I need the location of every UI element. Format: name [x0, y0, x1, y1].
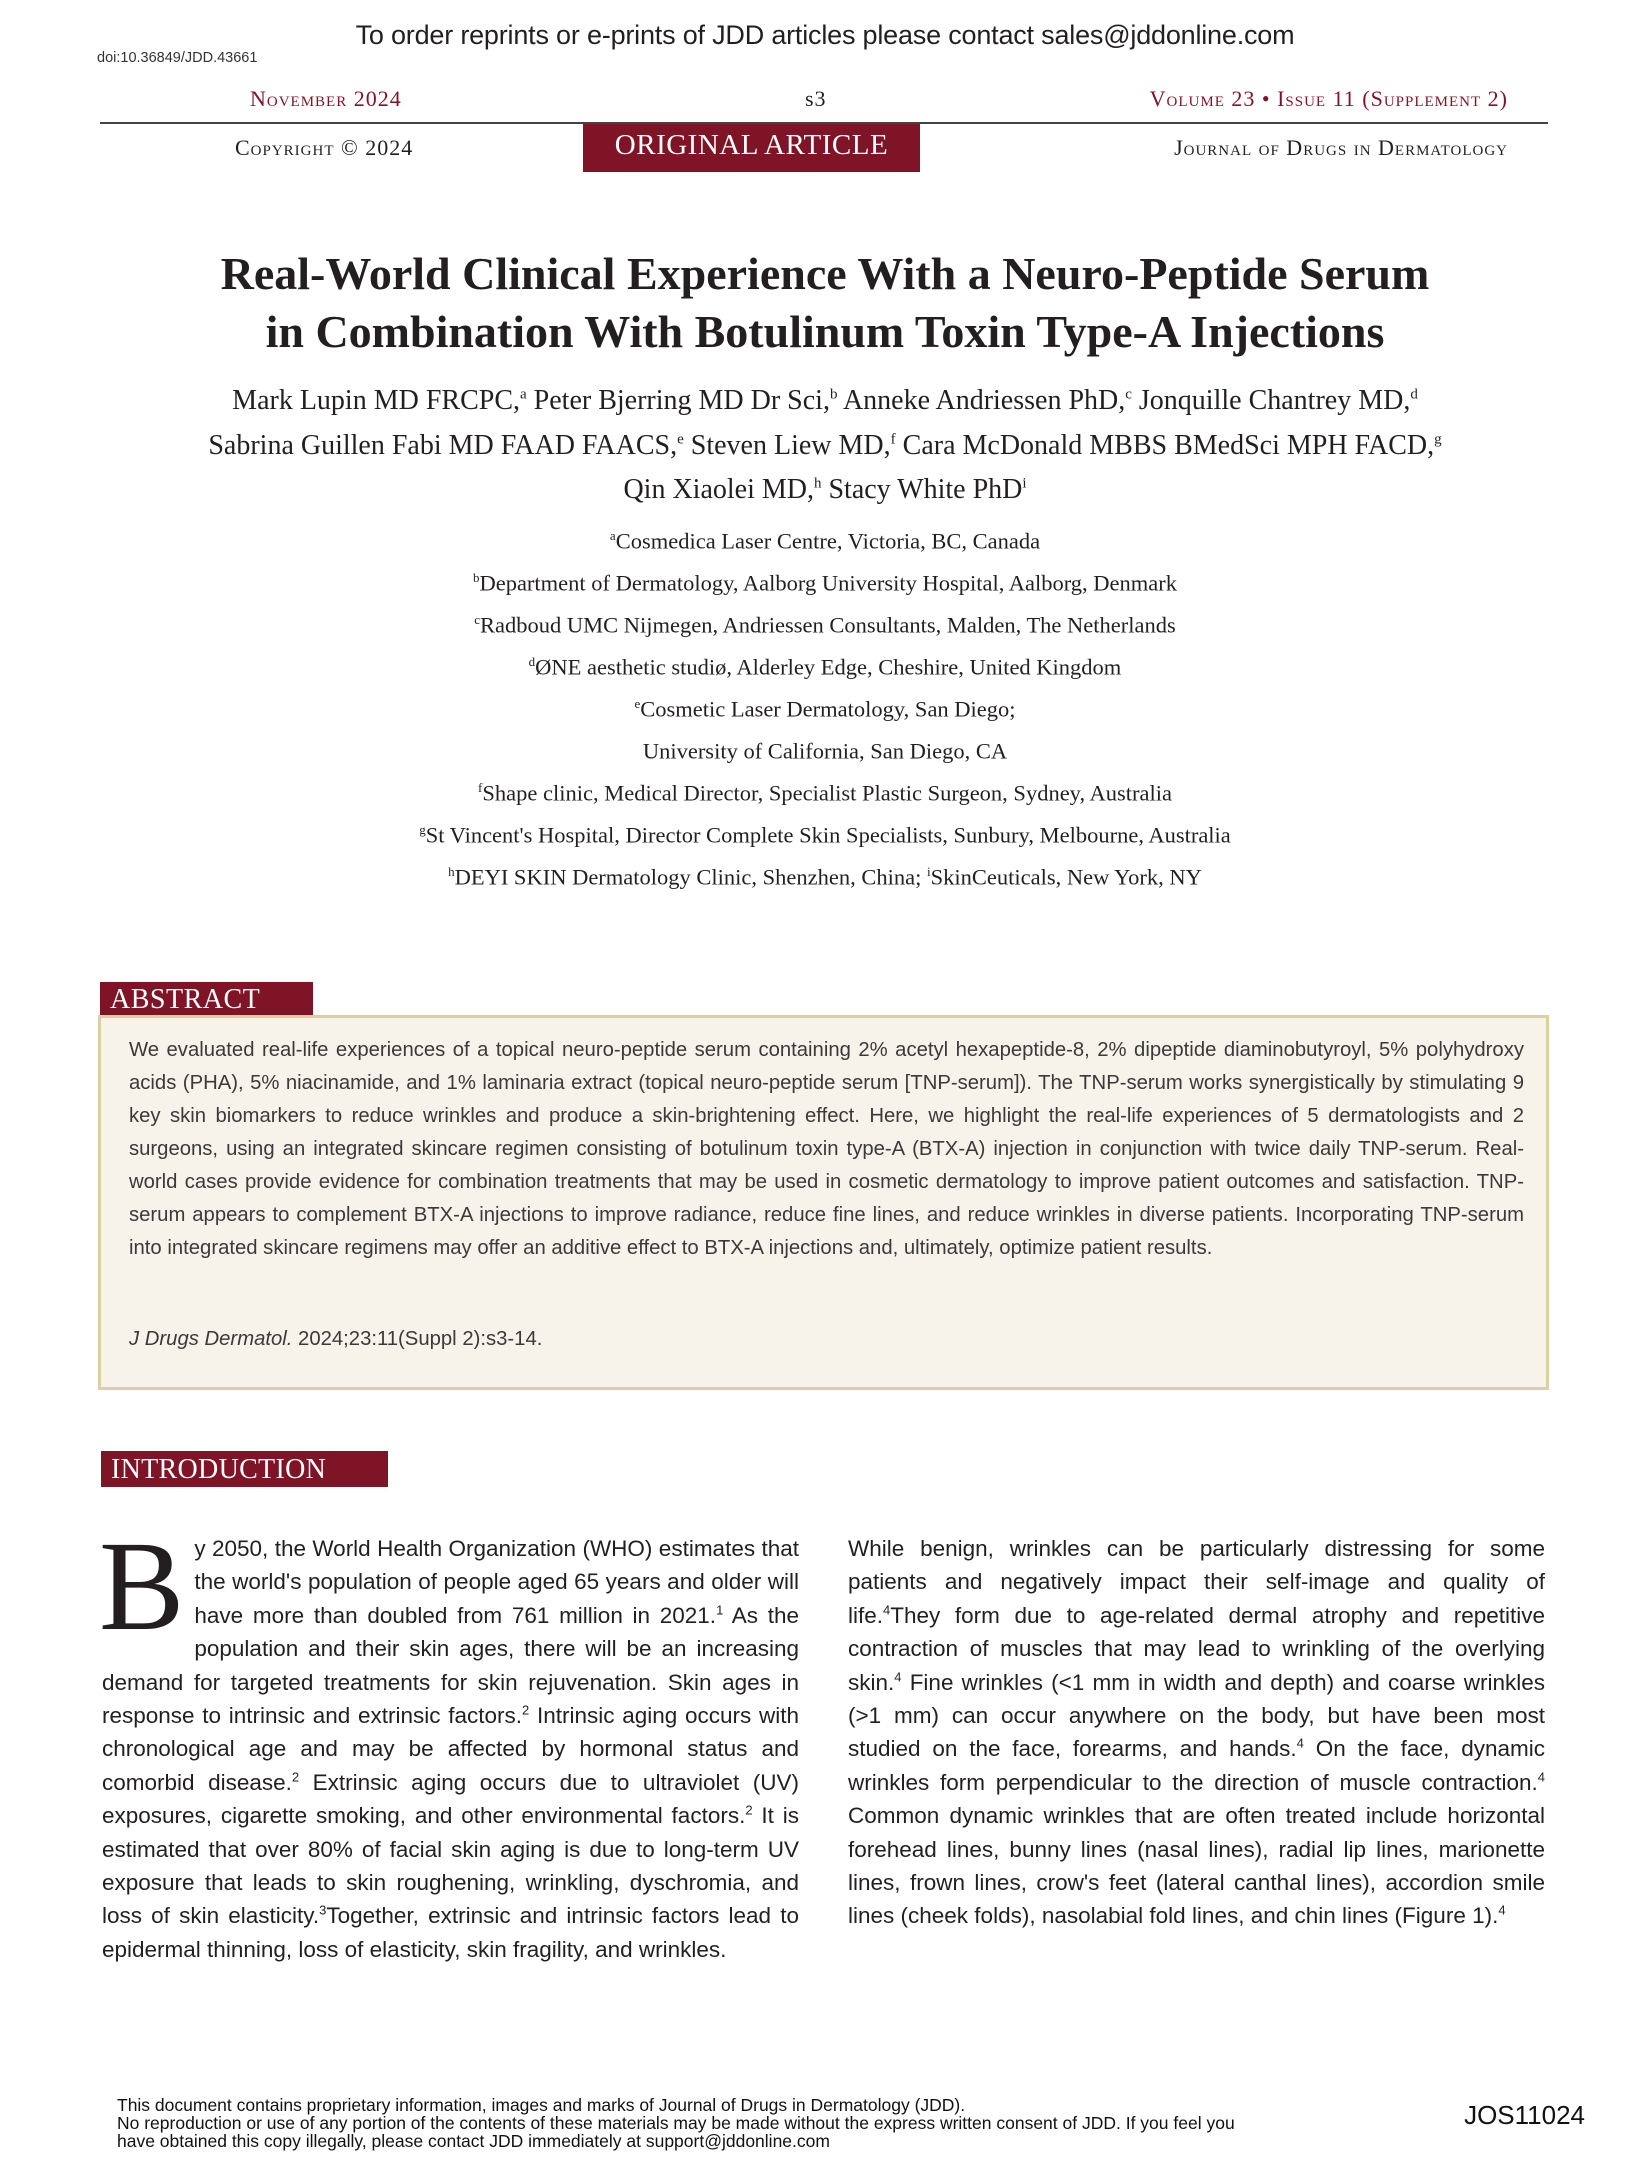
footer-line: This document contains proprietary information, images and marks of Journal of Drugs in Dermatology (JDD). — [117, 2095, 966, 2115]
running-header — [100, 86, 1548, 120]
citation-ref: 2 — [522, 1702, 530, 1718]
introduction-heading: INTRODUCTION — [101, 1451, 388, 1487]
citation-ref: 4 — [883, 1602, 891, 1618]
abstract-text: We evaluated real-life experiences of a topical neuro-peptide serum containing 2% acetyl hexapeptide-8, 2% dipeptide diaminobutyroyl, 5% polyhydroxy acids (PHA), 5% niacinamide, and 1% laminaria extract (topical neuro-peptide serum [TNP-serum]). The TNP-serum works synergistically by stimulating 9 key skin biomarkers to reduce wrinkles and produce a skin-brightening effect. Here, we highlight the real-life experiences of 5 dermatologists and 2 surgeons, using an integrated skincare regimen consisting of botulinum toxin type-A (BTX-A) injection in conjunction with twice daily TNP-serum. Real-world cases provide evidence for combination treatments that may be used in cosmetic dermatology to improve patient outcomes and satisfaction. TNP-serum appears to complement BTX-A injections to improve radiance, reduce fine lines, and reduce wrinkles in diverse patients. Incorporating TNP-serum into integrated skincare regimens may offer an additive effect to BTX-A injections and, ultimately, optimize patient results. — [129, 1039, 1524, 1259]
affiliation: $^d$ØNE aesthetic studiø, Alderley Edge, Cheshire, United Kingdom — [528, 654, 1122, 680]
affiliation: University of California, San Diego, CA — [642, 738, 1008, 764]
citation-ref: 2 — [291, 1769, 300, 1785]
volume-issue: Volume 23 • Issue 11 (Supplement 2) — [1149, 86, 1508, 111]
body-column-left — [99, 1515, 799, 1966]
author: Anneke Andriessen PhD,$^c$ — [842, 385, 1132, 417]
author: Steven Liew MD,$^f$ — [690, 429, 896, 461]
author-line — [60, 465, 1590, 509]
abstract-heading: ABSTRACT — [100, 982, 313, 1016]
journal-name: Journal of Drugs in Dermatology — [1174, 135, 1508, 160]
paragraph: y 2050, the World Health Organization (WHO) estimates that the world's population of people aged 65 years and older will have more than doubled from 761 million in 2021.$^1$ As the population and their skin ages, there will be an increasing demand for targeted treatments for skin rejuvenation. Skin ages in response to intrinsic and extrinsic factors.$^2$ Intrinsic aging occurs with chronological age and may be affected by hormonal status and comorbid disease.$^2$ Extrinsic aging occurs due to ultraviolet (UV) exposures, cigarette smoking, and other environmental factors.$^2$ It is estimated that over 80% of facial skin aging is due to long-term UV exposure that leads to skin roughening, wrinkling, dyschromia, and loss of skin elasticity.$^3$Together, extrinsic and intrinsic factors lead to epidermal thinning, loss of elasticity, skin fragility, and wrinkles. — [102, 1536, 799, 1962]
citation-ref: 4 — [894, 1669, 902, 1685]
citation-ref: 3 — [319, 1902, 327, 1918]
author: Qin Xiaolei MD,$^h$ — [623, 473, 822, 505]
copyright: Copyright © 2024 — [235, 135, 414, 160]
citation-ref: 1 — [716, 1602, 724, 1618]
author-line — [60, 376, 1590, 420]
abstract-box — [98, 1015, 1549, 1390]
title-line-2: in Combination With Botulinum Toxin Type-A Injections — [265, 306, 1385, 357]
author: Stacy White PhD$^i$ — [828, 473, 1027, 505]
drop-cap: B — [99, 1515, 185, 1657]
citation-ref: 2 — [745, 1802, 753, 1818]
footer-line: have obtained this copy illegally, please contact JDD immediately at support@jddonline.com — [117, 2131, 830, 2151]
affiliation: $^f$Shape clinic, Medical Director, Specialist Plastic Surgeon, Sydney, Australia — [478, 780, 1172, 806]
doi: doi:10.36849/JDD.43661 — [97, 50, 258, 66]
affiliation: $^e$Cosmetic Laser Dermatology, San Diego; — [634, 696, 1016, 722]
title-line-1: Real-World Clinical Experience With a Neuro-Peptide Serum — [220, 248, 1430, 299]
citation-ref: 4 — [1537, 1769, 1545, 1785]
article-type-band: ORIGINAL ARTICLE — [583, 124, 920, 172]
author: Peter Bjerring MD Dr Sci,$^b$ — [533, 385, 838, 417]
issue-date: November 2024 — [250, 86, 402, 111]
document-code: JOS11024 — [1464, 2100, 1585, 2130]
affiliations — [300, 518, 1350, 896]
reprint-notice: To order reprints or e-prints of JDD articles please contact sales@jddonline.com — [355, 20, 1295, 50]
running-header-row2 — [100, 124, 1548, 174]
paragraph: While benign, wrinkles can be particularly distressing for some patients and negatively impact their self-image and quality of life.$^4$They form due to age-related dermal atrophy and repetitive contraction of muscles that may lead to wrinkling of the overlying skin.$^4$ Fine wrinkles (<1 mm in width and depth) and coarse wrinkles (>1 mm) can occur anywhere on the body, but have been most studied on the face, forearms, and hands.$^4$ On the face, dynamic wrinkles form perpendicular to the direction of muscle contraction.$^4$ Common dynamic wrinkles that are often treated include horizontal forehead lines, bunny lines (nasal lines), radial lip lines, marionette lines, frown lines, crow's feet (lateral canthal lines), accordion smile lines (cheek folds), nasolabial fold lines, and chin lines (Figure 1).$^4$ — [848, 1536, 1546, 1929]
author-list — [60, 376, 1590, 509]
abstract-citation: J Drugs Dermatol. 2024;23:11(Suppl 2):s3-14. — [129, 1328, 543, 1350]
author: Cara McDonald MBBS BMedSci MPH FACD,$^g$ — [902, 429, 1442, 461]
affiliation: $^h$DEYI SKIN Dermatology Clinic, Shenzhen, China; $^i$SkinCeuticals, New York, NY — [448, 864, 1202, 890]
affiliation: $^g$St Vincent's Hospital, Director Complete Skin Specialists, Sunbury, Melbourne, Australia — [419, 822, 1231, 848]
author-line — [60, 420, 1590, 464]
author: Jonquille Chantrey MD,$^d$ — [1138, 385, 1418, 417]
author: Mark Lupin MD FRCPC,$^a$ — [232, 385, 527, 417]
copyright-footer — [117, 2096, 1235, 2150]
footer-line: No reproduction or use of any portion of the contents of these materials may be made without the express written consent of JDD. If you feel you — [117, 2113, 1235, 2133]
affiliation: $^c$Radboud UMC Nijmegen, Andriessen Consultants, Malden, The Netherlands — [474, 612, 1176, 638]
affiliation: $^b$Department of Dermatology, Aalborg University Hospital, Aalborg, Denmark — [472, 570, 1178, 596]
affiliation: $^a$Cosmedica Laser Centre, Victoria, BC, Canada — [609, 528, 1041, 554]
body-column-right — [848, 1532, 1545, 1933]
article-title — [80, 245, 1570, 361]
citation-ref: 4 — [1498, 1902, 1506, 1918]
page-number: s3 — [805, 86, 827, 111]
author: Sabrina Guillen Fabi MD FAAD FAACS,$^e$ — [208, 429, 684, 461]
citation-ref: 4 — [1296, 1735, 1304, 1751]
